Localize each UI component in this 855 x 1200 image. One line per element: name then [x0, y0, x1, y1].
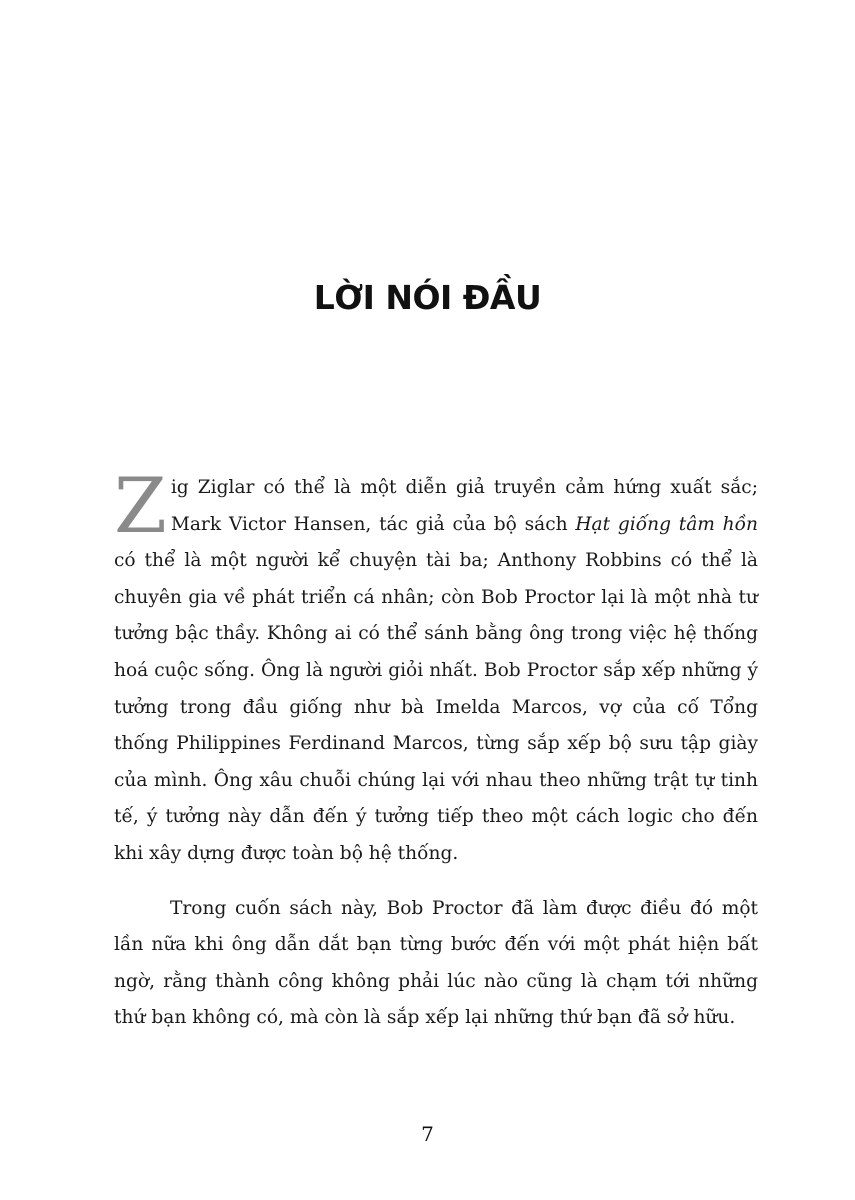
paragraph-2: Trong cuốn sách này, Bob Proctor đã làm được điều đó một lần nữa khi ông dẫn dắt bạn từng bước đến với một phát hiện bất ngờ, rằng thành công không phải lúc nào cũng là chạm tới những thứ bạn không có, mà còn là sắp xếp lại những thứ bạn đã sở hữu. — [114, 897, 758, 1029]
book-title-italic: Hạt giống tâm hồn — [575, 513, 758, 535]
drop-cap: Z — [114, 461, 167, 550]
page-title: LỜI NÓI ĐẦU — [313, 278, 542, 317]
body-text — [114, 461, 758, 1037]
paragraph-1 — [114, 461, 758, 873]
paragraph-1-text-end: có thể là một người kể chuyện tài ba; Anthony Robbins có thể là chuyên gia về phát triển cá nhân; còn Bob Proctor lại là một nhà tư tưởng bậc thầy. Không ai có thể sánh bằng ông trong việc hệ thống hoá cuộc sống. Ông là người giỏi nhất. Bob Proctor sắp xếp những ý tưởng trong đầu giống như bà Imelda Marcos, vợ của cố Tổng thống Philippines Ferdinand Marcos, từng sắp xếp bộ sưu tập giày của mình. Ông xâu chuỗi chúng lại với nhau theo những trật tự tinh tế, ý tưởng này dẫn đến ý tưởng tiếp theo một cách logic cho đến khi xây dựng được toàn bộ hệ thống. — [114, 550, 758, 864]
paragraph-1-text-start: ig Ziglar có thể là một diễn giả truyền cảm hứng xuất sắc; Mark Victor Hansen, tác giả của bộ sách — [170, 477, 758, 535]
page-number: 7 — [421, 1122, 434, 1146]
